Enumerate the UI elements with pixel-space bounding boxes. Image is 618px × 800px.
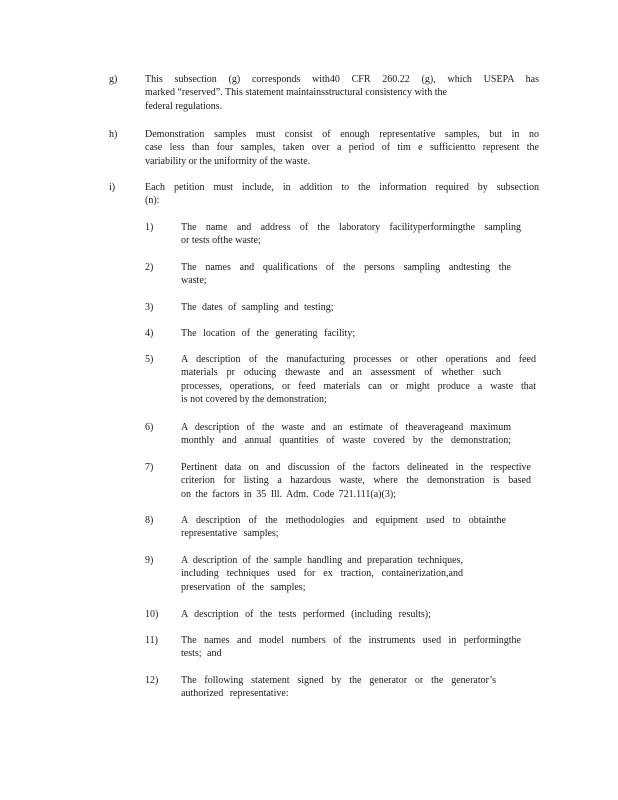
text-line: The names and model numbers of the instruments used in performingthe xyxy=(181,635,521,646)
text-line: Demonstration samples must consist of enough representative samples, but in no xyxy=(145,129,539,140)
text-line: The name and address of the laboratory facilityperformingthe sampling xyxy=(181,222,521,233)
subitem-label: 3) xyxy=(145,302,154,313)
text-line: A description of the waste and an estimate of theaverageand maximum xyxy=(181,422,511,433)
subitem-text xyxy=(181,554,463,594)
paragraph-label: i) xyxy=(109,182,116,193)
subitem-text xyxy=(181,261,511,288)
text-line: A description of the tests performed (including results); xyxy=(181,609,431,620)
subitem-label: 2) xyxy=(145,262,154,273)
subitem-label: 11) xyxy=(145,635,158,646)
subitem-text xyxy=(181,301,536,314)
subitem-text xyxy=(181,327,536,340)
text-line: Each petition must include, in addition to the information required by subsection xyxy=(145,182,539,193)
subitem-text xyxy=(181,608,536,621)
text-line: This subsection (g) corresponds with40 CFR 260.22 (g), which USEPA has xyxy=(145,74,539,85)
text-line: or tests ofthe waste; xyxy=(181,235,261,247)
text-line: preservation of the samples; xyxy=(181,581,306,593)
subitem-label: 1) xyxy=(145,222,154,233)
text-line: including techniques used for ex traction, containerization,and xyxy=(181,568,463,580)
subitem-text xyxy=(181,674,496,701)
subitem-label: 10) xyxy=(145,609,159,620)
text-line: authorized representative: xyxy=(181,688,289,700)
text-line: The dates of sampling and testing; xyxy=(181,302,334,313)
text-line: A description of the sample handling and preparation techniques, xyxy=(181,555,463,566)
subitem-text xyxy=(181,514,506,541)
subitem-text xyxy=(181,421,511,448)
text-line: The following statement signed by the generator or the generator’s xyxy=(181,675,496,686)
text-line: monthly and annual quantities of waste covered by the demonstration; xyxy=(181,435,511,447)
subitem-text xyxy=(181,634,521,661)
paragraph-label: h) xyxy=(109,129,118,140)
subitem-label: 7) xyxy=(145,462,154,473)
paragraph-text xyxy=(145,73,539,113)
text-line: Pertinent data on and discussion of the factors delineated in the respective xyxy=(181,462,531,473)
text-line: criterion for listing a hazardous waste, where the demonstration is based xyxy=(181,475,531,487)
subitem-label: 5) xyxy=(145,354,154,365)
text-line: A description of the manufacturing processes or other operations and feed xyxy=(181,354,536,365)
text-line: case less than four samples, taken over a period of tim e sufficientto represent the xyxy=(145,142,539,154)
text-line: representative samples; xyxy=(181,528,279,540)
subitem-text xyxy=(181,461,531,501)
subitem-label: 9) xyxy=(145,555,154,566)
text-line: on the factors in 35 Ill. Adm. Code 721.111(a)(3); xyxy=(181,488,396,500)
subitem-text xyxy=(181,353,536,406)
text-line: variability or the uniformity of the waste. xyxy=(145,155,311,167)
text-line: materials pr oducing thewaste and an assessment of whether such xyxy=(181,367,501,379)
text-line: tests; and xyxy=(181,648,222,660)
text-line: federal regulations. xyxy=(145,100,223,112)
text-line: The names and qualifications of the persons sampling andtesting the xyxy=(181,262,511,273)
text-line: waste; xyxy=(181,275,207,287)
subitem-label: 6) xyxy=(145,422,154,433)
text-line: A description of the methodologies and equipment used to obtainthe xyxy=(181,515,506,526)
text-line: The location of the generating facility; xyxy=(181,328,356,339)
subitem-label: 4) xyxy=(145,328,154,339)
text-line: marked “reserved”. This statement maintainsstructural consistency with the xyxy=(145,87,447,99)
subitem-label: 12) xyxy=(145,675,159,686)
text-line: processes, operations, or feed materials can or might produce a waste that xyxy=(181,380,536,392)
paragraph-text xyxy=(145,128,539,168)
subitem-label: 8) xyxy=(145,515,154,526)
text-line: (n): xyxy=(145,195,160,207)
paragraph-text xyxy=(145,181,539,208)
subitem-text xyxy=(181,221,521,248)
text-line: is not covered by the demonstration; xyxy=(181,393,327,405)
paragraph-label: g) xyxy=(109,74,118,85)
